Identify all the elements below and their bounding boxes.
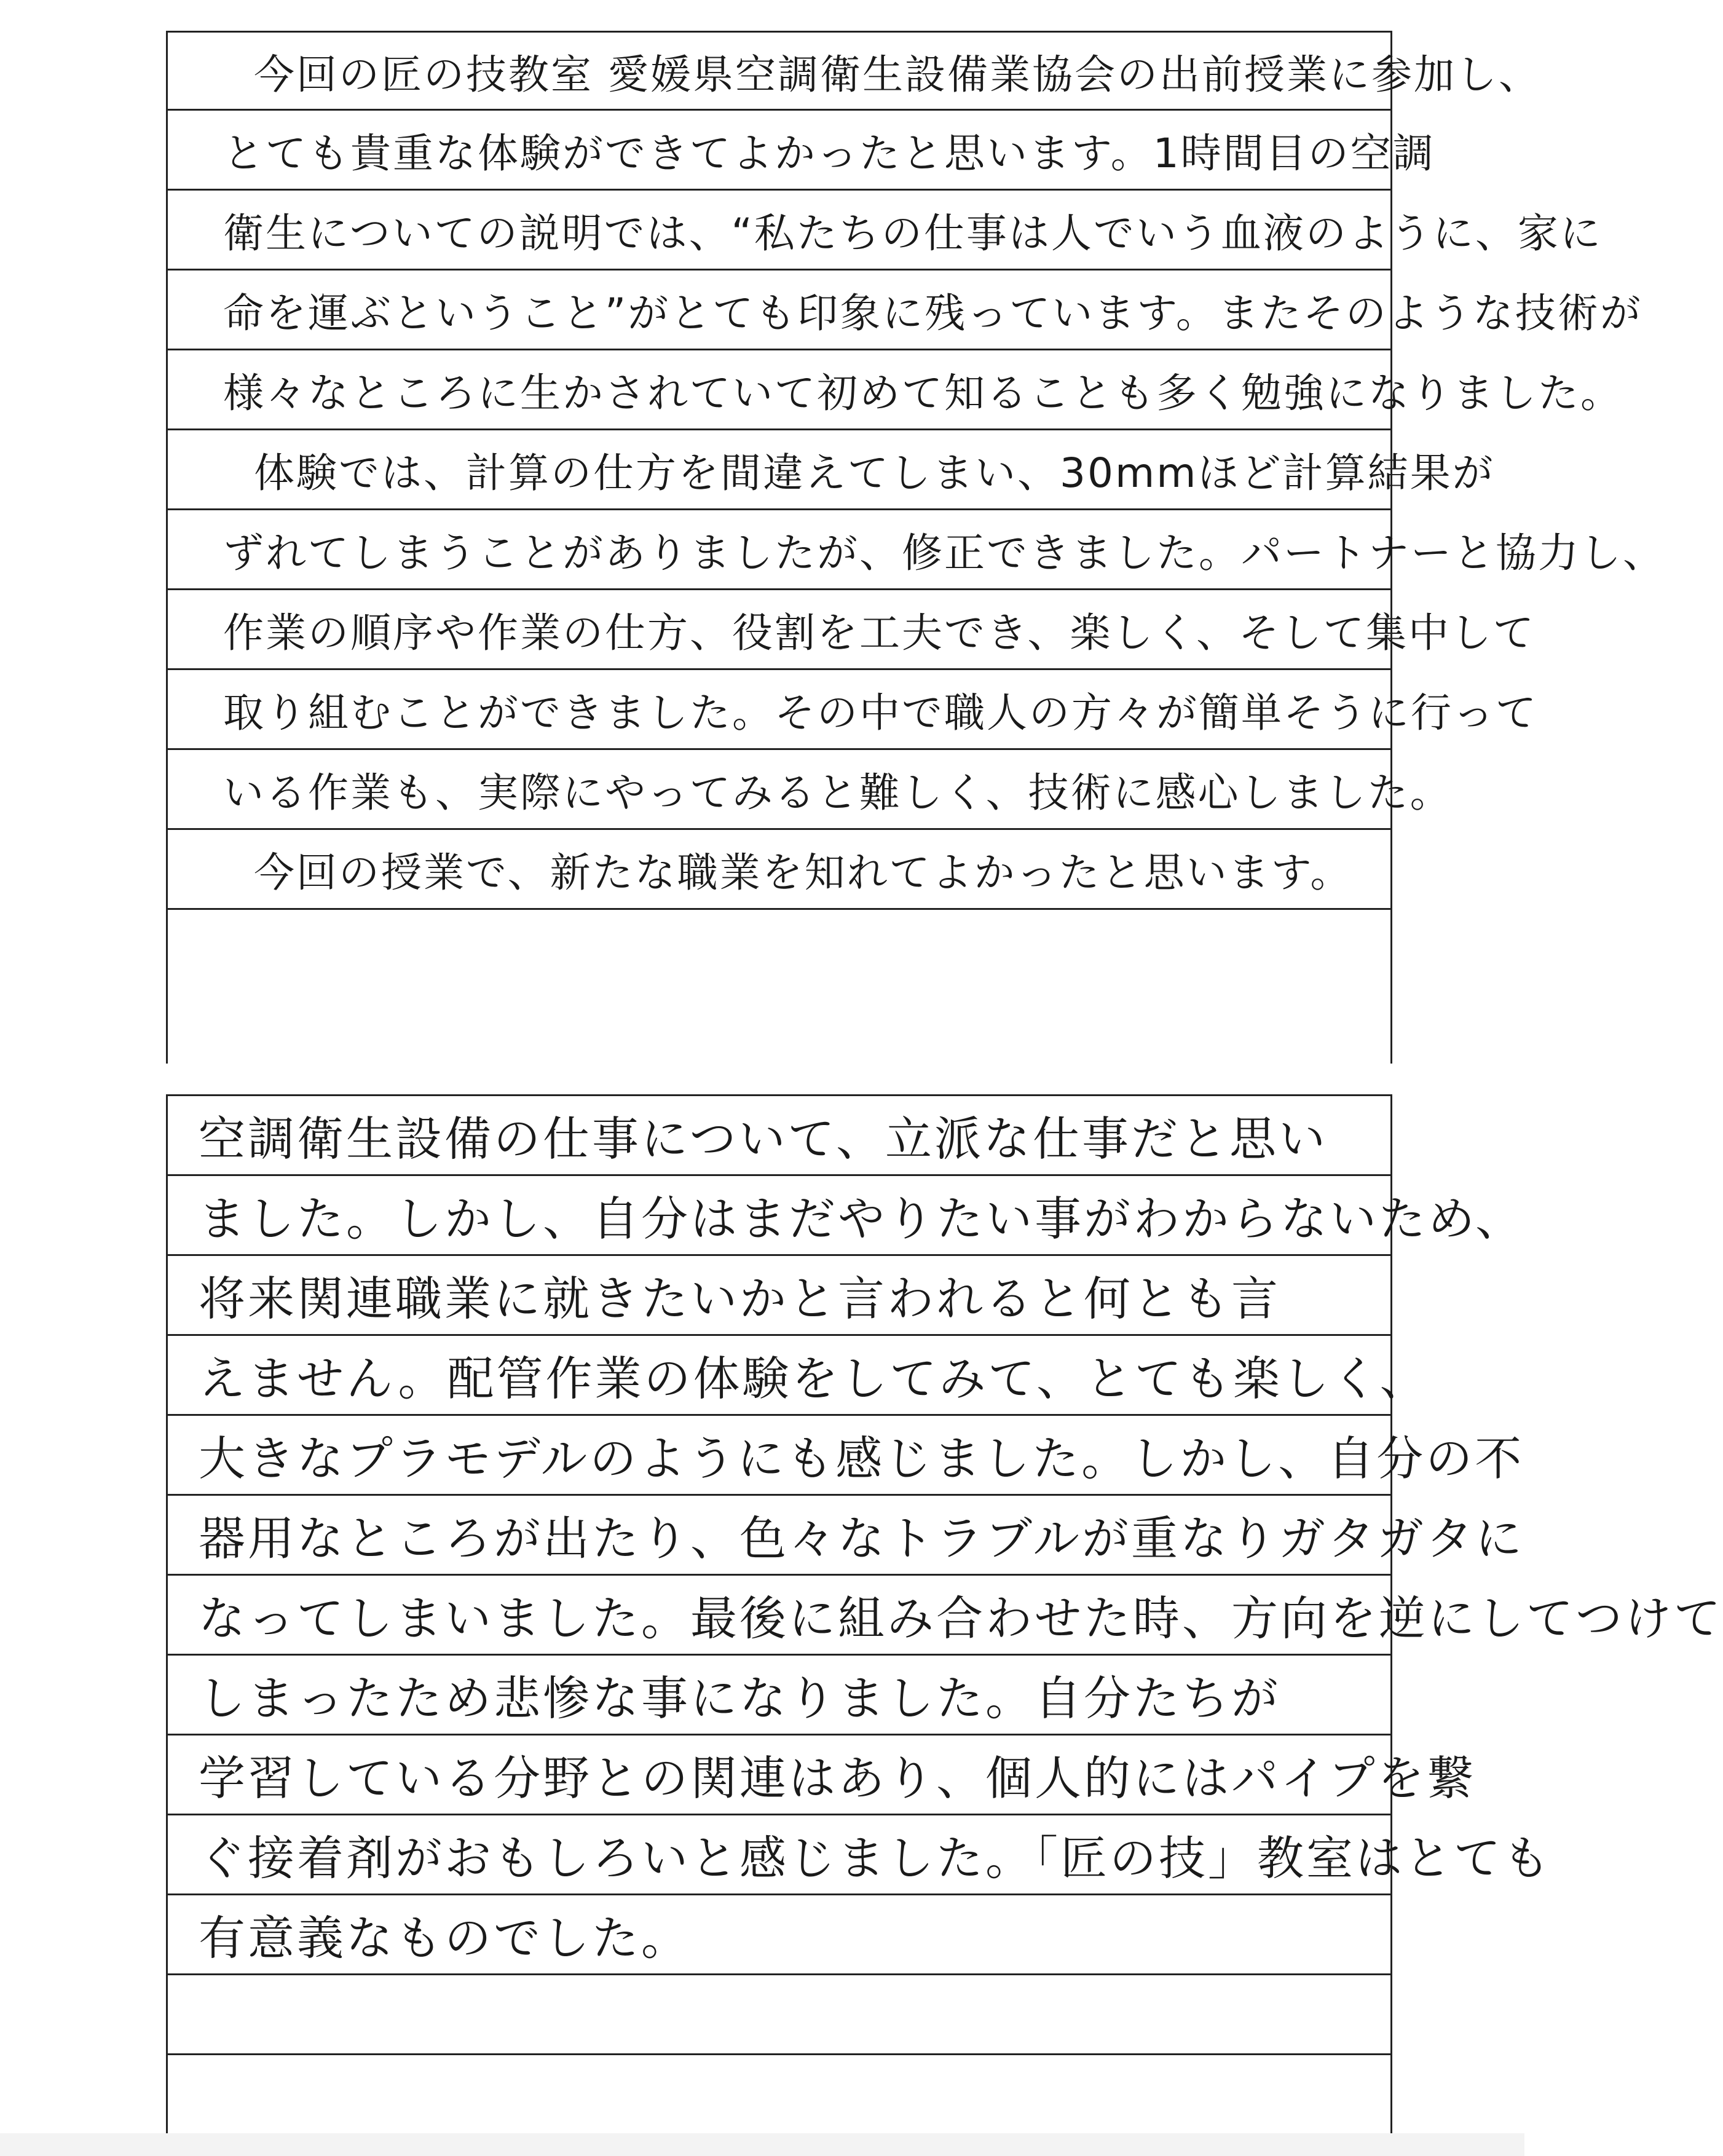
essay-2-line: しまったため悲惨な事になりました。自分たちが	[168, 1656, 1390, 1735]
essay-1-line: 作業の順序や作業の仕方、役割を工夫でき、楽しく、そして集中して	[168, 590, 1390, 670]
essay-1-lines	[168, 31, 1665, 910]
essay-2-line: なってしまいました。最後に組み合わせた時、方向を逆にしてつけて	[168, 1576, 1390, 1656]
essay-2-line: 大きなプラモデルのようにも感じました。しかし、自分の不	[168, 1416, 1390, 1496]
essay-2-line: 器用なところが出たり、色々なトラブルが重なりガタガタに	[168, 1496, 1390, 1576]
essay-2-lines	[168, 1096, 1723, 2135]
essay-sheet-1	[166, 31, 1665, 1064]
essay-1-line: 体験では、計算の仕方を間違えてしまい、30mmほど計算結果が	[168, 430, 1390, 510]
essay-2-line	[168, 2055, 1390, 2135]
scan-bottom-edge	[0, 2133, 1524, 2156]
essay-1-line: いる作業も、実際にやってみると難しく、技術に感心しました。	[168, 750, 1390, 830]
essay-2-line: ました。しかし、自分はまだやりたい事がわからないため、	[168, 1176, 1390, 1256]
essay-2-line: ぐ接着剤がおもしろいと感じました。「匠の技」教室はとても	[168, 1815, 1390, 1895]
essay-1-line: 今回の匠の技教室 愛媛県空調衛生設備業協会の出前授業に参加し、	[168, 31, 1390, 111]
essay-2-line: 空調衛生設備の仕事について、立派な仕事だと思い	[168, 1096, 1390, 1176]
essay-2-line	[168, 1975, 1390, 2055]
essay-1-line: ずれてしまうことがありましたが、修正できました。パートナーと協力し、	[168, 510, 1390, 590]
essay-1-line: 取り組むことができました。その中で職人の方々が簡単そうに行って	[168, 670, 1390, 750]
essay-2-line: えません。配管作業の体験をしてみて、とても楽しく、	[168, 1336, 1390, 1416]
essay-2-line: 有意義なものでした。	[168, 1895, 1390, 1975]
essay-2-line: 学習している分野との関連はあり、個人的にはパイプを繋	[168, 1735, 1390, 1815]
essay-1-line: 命を運ぶということ”がとても印象に残っています。またそのような技術が	[168, 270, 1390, 350]
essay-1-line: 衛生についての説明では、“私たちの仕事は人でいう血液のように、家に	[168, 191, 1390, 270]
essay-sheet-2	[166, 1094, 1723, 2146]
essay-1-line: 今回の授業で、新たな職業を知れてよかったと思います。	[168, 830, 1390, 910]
essay-2-line: 将来関連職業に就きたいかと言われると何とも言	[168, 1256, 1390, 1336]
essay-1-line: とても貴重な体験ができてよかったと思います。1時間目の空調	[168, 111, 1390, 191]
essay-1-line: 様々なところに生かされていて初めて知ることも多く勉強になりました。	[168, 350, 1390, 430]
